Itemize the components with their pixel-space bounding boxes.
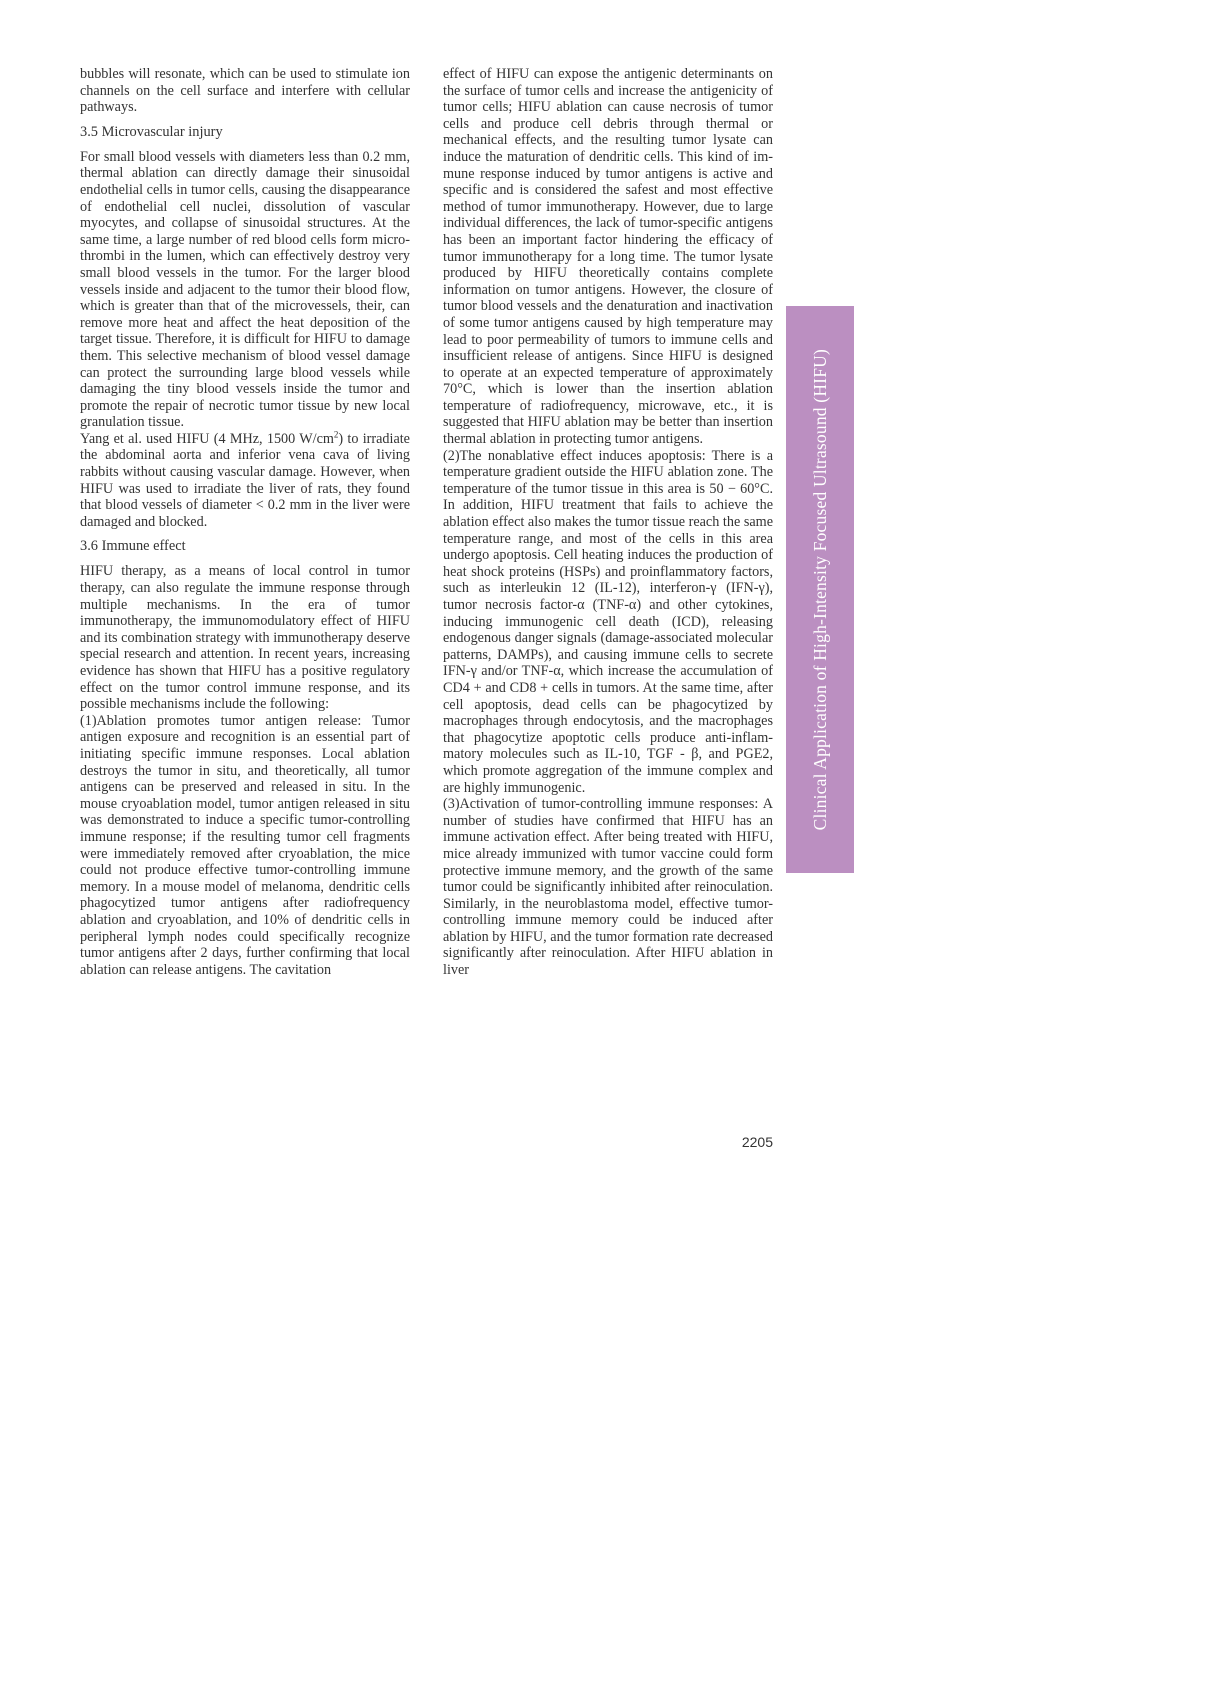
paragraph-nonablative-apoptosis: (2)The nonablative effect induces apoptosis: There is a temperature gradient outside the HIFU ablation zone. The temperature of the tumor tissue in this area is 50 − 60°C. In addition, HIFU treatment that fails to achieve the ablation effect also makes the tumor tissue reach the same temperature range, and most of the cells in this area undergo apoptosis. Cell heating induces the production of heat shock proteins (HSPs) and proinflammatory factors, such as interleukin 12 (IL-12), interferon-γ (IFN-γ), tumor necrosis factor-α (TNF-α) and other cytokines, inducing immunogenic cell death (ICD), releasing endogenous danger signals (damage-associated molecular patterns, DAMPs), and causing immune cells to secrete IFN-γ and/or TNF-α, which increase the accumulation of CD4 + and CD8 + cells in tumors. At the same time, after cell apoptosis, dead cells can be phagocytized by macrophages through endocytosis, and the macrophages that phagocytize apoptotic cells produce anti-inflammatory molecules such as IL-10, TGF - β, and PGE2, which promote aggregation of the immune complex and are highly immunogenic.	[443, 447, 773, 796]
section-heading-microvascular-injury: 3.5 Microvascular injury	[80, 123, 223, 140]
paragraph-microvascular-2-part-a: Yang et al. used HIFU (4 MHz, 1500 W/cm	[80, 430, 334, 447]
section-heading-immune-effect: 3.6 Immune effect	[80, 538, 186, 555]
paragraph-immune-2: (1)Ablation promotes tumor antigen release: Tumor antigen exposure and recognition is an essential part of initiating specific immune responses. Local ablation destroys the tumor in situ, and theoretically, all tumor antigens can be preserved and released in situ. In the mouse cryoablation model, tumor antigen released in situ was demonstrated to induce a specific tumor-controlling immune response; if the resulting tumor cell fragments were immediately removed after cryoablation, the mice could not produce effective tumor-controlling immune memory. In a mouse model of melanoma, dendritic cells phagocytized tumor antigens after radiofrequency ablation and cryoablation, and 10% of dendritic cells in peripheral lymph nodes could specifically recognize tumor antigens after 2 days, further confirming that local ablation can release antigens. The cavitation	[80, 712, 410, 978]
paragraph-intro: bubbles will resonate, which can be used to stimulate ion channels on the cell surface and interfere with cellular pathways.	[80, 66, 410, 116]
left-text-column	[80, 66, 410, 978]
paragraph-immune-activation: (3)Activation of tumor-controlling immune responses: A number of studies have confirmed that HIFU has an immune activation effect. After being treated with HIFU, mice already immunized with tumor vaccine could form protective immune memory, and the growth of the same tumor could be significantly inhibited after reinoculation. Similarly, in the neuroblastoma model, effective tumor-controlling immune memory could be induced after ablation by HIFU, and the tumor formation rate decreased significantly after reinoculation. After HIFU ablation in liver	[443, 796, 773, 979]
sidebar-section-label: Clinical Application of High-Intensity Focused Ultrasound (HIFU)	[809, 348, 830, 831]
paragraph-microvascular-2	[80, 431, 410, 531]
page-number: 2205	[741, 1134, 773, 1150]
paragraph-microvascular-2-part-b: ) to irradiate the abdominal aorta and inferior vena cava of living rabbits without causing vascular damage. However, when HIFU was used to irradiate the liver of rats, they found that blood vessels of diameter < 0.2 mm in the liver were damaged and blocked.	[80, 430, 410, 530]
paragraph-microvascular-1: For small blood vessels with diameters less than 0.2 mm, thermal ablation can directly damage their sinusoidal endothelial cells in tumor cells, causing the disappearance of endothelial cell nuclei, dissolution of vascular myocytes, and collapse of sinusoidal structures. At the same time, a large number of red blood cells form microthrombi in the lumen, which can effectively destroy very small blood vessels in the tumor. For the larger blood vessels inside and adjacent to the tumor their blood flow, which is greater than that of the microvessels, their, can remove more heat and affect the heat deposition of the target tissue. Therefore, it is difficult for HIFU to damage them. This selective mechanism of blood vessel damage can protect the surrounding large blood vessels while damaging the tiny blood vessels inside the tumor and promote the repair of necrotic tumor tissue by new local granulation tissue.	[80, 148, 410, 431]
paragraph-immune-1: HIFU therapy, as a means of local control in tumor therapy, can also regulate the immune response through multiple mechanisms. In the era of tumor immunotherapy, the immunomodulatory effect of HIFU and its combination strategy with immunotherapy deserve special research and attention. In recent years, increasing evidence has shown that HIFU has a positive regulatory effect on the tumor control immune response, and its possible mechanisms include the following:	[80, 563, 410, 713]
superscript-exponent: 2	[333, 429, 339, 440]
paragraph-antigen-continuation: effect of HIFU can expose the antigenic determinants on the surface of tumor cells and increase the antigenicity of tumor cells; HIFU ablation can cause necrosis of tumor cells and produce cell debris through thermal or mechanical effects, and the resulting tumor lysate can induce the maturation of dendritic cells. This kind of immune response induced by tumor antigens is active and specific and is considered the safest and most effective method of tumor immunotherapy. However, due to large individual differences, the lack of tumor-specific antigens has been an important factor hindering the efficacy of tumor immunotherapy for a long time. The tumor lysate produced by HIFU theoretically contains complete information on tumor antigens. However, the closure of tumor blood vessels and the denaturation and inactivation of some tumor antigens caused by high temperature may lead to poor permeability of tumors to immune cells and insufficient release of antigens. Since HIFU is designed to operate at an expected temperature of approximately 70°C, which is lower than the insertion ablation temperature of radiofrequency, microwave, etc., it is suggested that HIFU ablation may be better than insertion thermal ablation in protecting tumor antigens.	[443, 66, 773, 448]
right-text-column	[443, 66, 773, 979]
sidebar-section-tab	[786, 306, 854, 873]
